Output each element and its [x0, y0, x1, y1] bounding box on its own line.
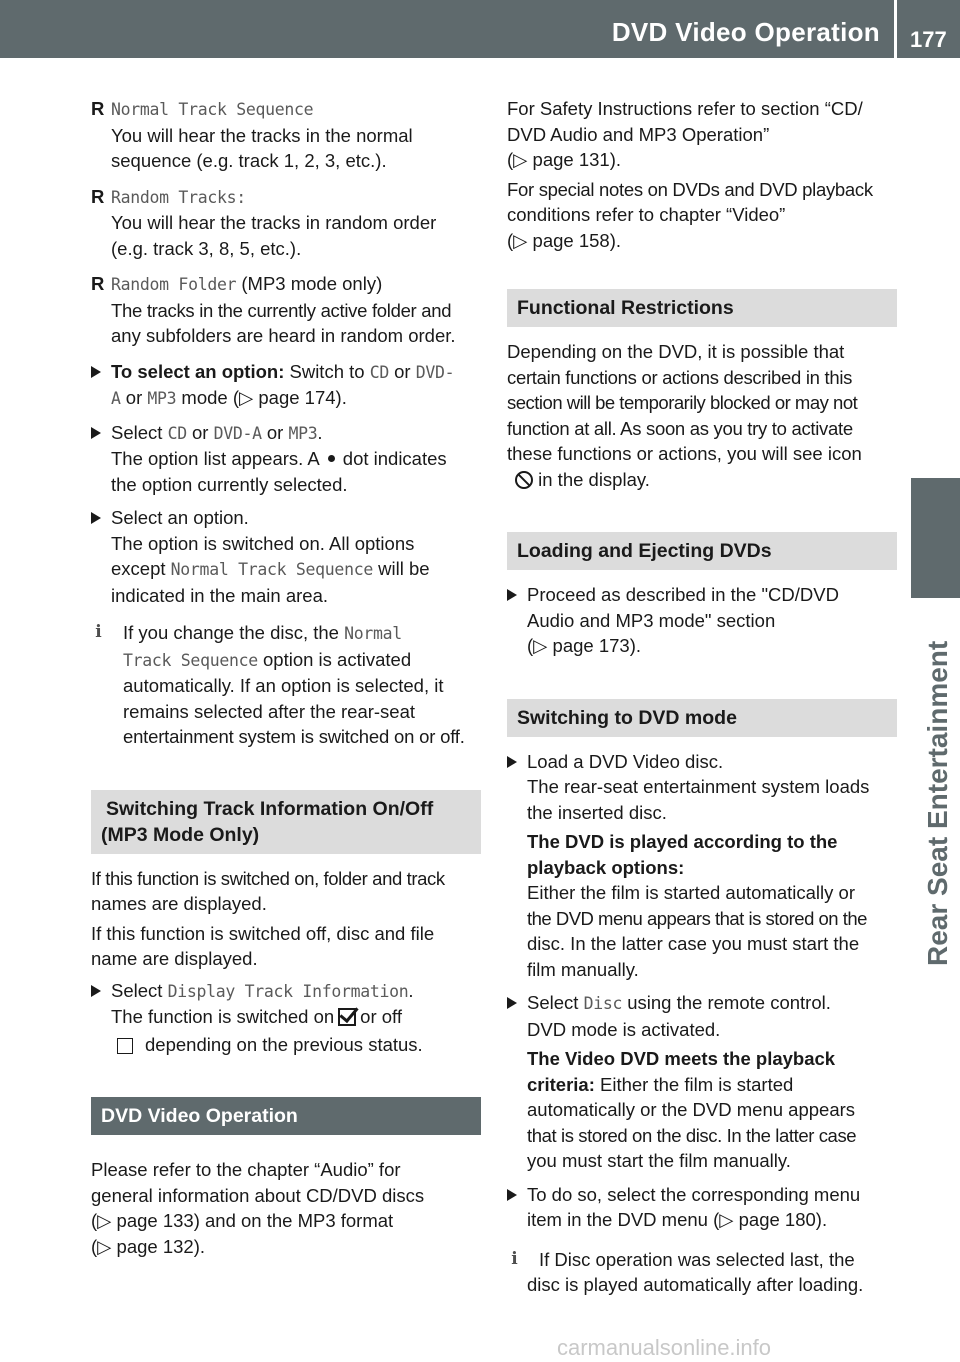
text-line: Either the film is started automatically or: [527, 882, 855, 903]
text-line: You will hear the tracks in random order: [111, 212, 437, 233]
side-tab-block: [911, 478, 960, 598]
option-name: Normal Track Sequence: [170, 560, 373, 579]
text-line: For special notes on DVDs and DVD playback: [507, 178, 873, 200]
text: in the display.: [533, 468, 650, 490]
mode-dvda: DVD-A: [213, 423, 262, 443]
text-line: The DVD is played according to the: [527, 831, 838, 852]
option-name: Random Folder: [111, 275, 237, 294]
step-select-menu-item: [507, 1182, 897, 1233]
paragraph: [507, 177, 897, 254]
text-line: If this function is switched on, folder and track: [91, 867, 445, 889]
text: or: [186, 421, 214, 443]
text-line: The tracks in the currently active folder and: [111, 299, 452, 321]
step-label: To select an option:: [111, 360, 285, 382]
text: or off: [360, 1006, 402, 1027]
text-line: name are displayed.: [91, 948, 258, 969]
text-line: conditions refer to chapter “Video”: [507, 204, 786, 225]
step-arrow-icon: [91, 427, 101, 439]
mode-dvda: DVD-: [415, 362, 455, 382]
option-bullet-random-tracks: [91, 184, 481, 262]
text: Select: [527, 992, 584, 1013]
text-line: You will hear the tracks in the normal: [111, 124, 413, 146]
text-line: indicated in the main area.: [111, 584, 328, 606]
text-line: the option currently selected.: [111, 473, 348, 495]
page-header: [0, 0, 960, 58]
heading-line: (MP3 Mode Only): [101, 823, 260, 846]
text-line: certain functions or actions described in this: [507, 366, 853, 388]
header-title: DVD Video Operation: [611, 17, 880, 47]
checkbox-checked-icon: [338, 1008, 356, 1026]
heading-line: Loading and Ejecting DVDs: [517, 540, 772, 562]
text-line: automatically. If an option is selected, it: [123, 675, 444, 696]
text: mode (▷ page 174).: [176, 387, 347, 408]
text-line: playback options:: [527, 856, 685, 878]
watermark: carmanualsonline.info: [557, 1335, 772, 1360]
section-heading-switching-dvd: [507, 699, 897, 737]
text: will be: [372, 558, 430, 579]
option-bullet-normal: [91, 96, 481, 174]
text-line: Audio and MP3 mode" section: [527, 609, 776, 631]
text: or: [388, 360, 416, 382]
text-line: (e.g. track 3, 8, 5, etc.).: [111, 237, 302, 259]
text: Select: [111, 979, 168, 1001]
section-heading-loading-ejecting: [507, 532, 897, 570]
header-divider: [894, 0, 897, 58]
text-line: automatically or the DVD menu appears: [527, 1099, 856, 1120]
mode-cd: CD: [167, 423, 187, 443]
text: Either the film is started: [594, 1073, 794, 1095]
section-heading-functional-restrictions: [507, 289, 897, 327]
text: or: [261, 421, 289, 443]
text-line: sequence (e.g. track 1, 2, 3, etc.).: [111, 150, 387, 171]
text-line: remains selected after the rear-seat: [123, 700, 416, 722]
right-column: [507, 96, 897, 1298]
mode-dvda: A: [111, 389, 121, 408]
text: .: [408, 979, 414, 1001]
text-line: If Disc operation was selected last, the: [539, 1248, 855, 1270]
text: criteria:: [527, 1073, 595, 1095]
mode-mp3: MP3: [147, 389, 177, 408]
text: Switch to: [284, 360, 370, 382]
text-line: section will be temporarily blocked or may not: [507, 392, 858, 413]
step-select-mode: [91, 420, 481, 498]
text-line: the DVD menu appears that is stored on the: [527, 907, 867, 929]
step-select-an-option: [91, 505, 481, 608]
text-line: DVD mode is activated.: [527, 1018, 721, 1040]
text-line: (▷ page 132).: [91, 1235, 205, 1257]
selection-dot-icon: [328, 455, 335, 462]
step-display-track-info: [91, 978, 481, 1058]
option-name: Track Sequence: [123, 650, 258, 670]
text: The option list appears. A: [111, 448, 320, 469]
text-line: Please refer to the chapter “Audio” for: [91, 1159, 401, 1180]
text-line: (▷ page 133) and on the MP3 format: [91, 1210, 394, 1231]
option-name: Normal Track Sequence: [111, 100, 314, 119]
text-line: you must start the film manually.: [527, 1150, 791, 1171]
step-arrow-icon: [91, 366, 101, 378]
step-arrow-icon: [507, 756, 517, 768]
text: except: [111, 558, 171, 579]
mode-cd: CD: [369, 362, 389, 382]
text-line: The Video DVD meets the playback: [527, 1048, 836, 1069]
paragraph: [507, 96, 897, 173]
text-line: To do so, select the corresponding menu: [527, 1183, 861, 1205]
text-line: entertainment system is switched on or off.: [123, 726, 465, 747]
bullet-mark: R: [91, 185, 105, 207]
section-heading-dvd-video: [91, 1097, 481, 1135]
info-icon: i: [505, 1250, 524, 1269]
option-name: Normal: [344, 624, 402, 643]
text-line: these functions or actions, you will see icon: [507, 443, 862, 464]
text-line: general information about CD/DVD discs: [91, 1184, 425, 1206]
step-arrow-icon: [507, 1189, 517, 1201]
info-note: [91, 620, 481, 750]
text-line: any subfolders are heard in random order.: [111, 325, 456, 346]
text-line: film manually.: [527, 958, 639, 980]
text-line: function at all. As soon as you try to activate: [507, 417, 853, 439]
text-line: The option is switched on. All options: [111, 532, 415, 554]
text: Select: [111, 421, 168, 443]
text-line: that is stored on the disc. In the latter case: [527, 1124, 857, 1146]
step-arrow-icon: [507, 997, 517, 1009]
side-tab-text: [919, 546, 953, 966]
paragraph: [91, 1157, 481, 1259]
mode-note: (MP3 mode only): [236, 273, 383, 294]
section-heading-track-info: [91, 790, 481, 854]
text: .: [317, 421, 323, 443]
text-line: If this function is switched off, disc and file: [91, 922, 435, 944]
text: depending on the previous status.: [145, 1033, 423, 1055]
paragraph: [91, 921, 481, 972]
text: dot indicates: [342, 448, 447, 469]
side-tab: [911, 58, 960, 1362]
text-line: the inserted disc.: [527, 801, 667, 823]
text: If you change the disc, the: [123, 622, 345, 643]
checkbox-unchecked-icon: [117, 1038, 133, 1054]
step-arrow-icon: [91, 512, 101, 524]
text-line: (▷ page 173).: [527, 635, 641, 656]
text-line: DVD Audio and MP3 Operation”: [507, 123, 770, 145]
mode-mp3: MP3: [288, 423, 318, 443]
bullet-mark: R: [91, 273, 105, 294]
text: option is activated: [257, 648, 412, 670]
paragraph: [507, 339, 897, 492]
text-line: names are displayed.: [91, 893, 267, 914]
info-note: [507, 1247, 897, 1298]
text-line: The rear-seat entertainment system loads: [527, 776, 870, 797]
blocked-icon: [515, 471, 533, 489]
left-column: [91, 96, 481, 1263]
step-arrow-icon: [507, 589, 517, 601]
text-line: (▷ page 131).: [507, 149, 621, 170]
step-load-disc: [507, 749, 897, 983]
text-line: Select an option.: [111, 507, 249, 528]
paragraph: [91, 866, 481, 917]
heading-line: Functional Restrictions: [517, 297, 734, 319]
step-arrow-icon: [91, 985, 101, 997]
text-line: disc. In the latter case you must start the: [527, 933, 860, 954]
info-icon: i: [89, 623, 108, 642]
option-bullet-random-folder: [91, 271, 481, 349]
step-select-disc: [507, 990, 897, 1174]
text-line: (▷ page 158).: [507, 229, 621, 251]
heading-line: Switching to DVD mode: [517, 706, 737, 729]
text-line: disc is played automatically after loading.: [527, 1274, 864, 1295]
text: The function is switched on: [111, 1006, 335, 1027]
bullet-mark: R: [91, 98, 105, 119]
text-line: Proceed as described in the "CD/DVD: [527, 584, 839, 605]
page-number: 177: [910, 27, 947, 52]
step-proceed: [507, 582, 897, 659]
text: or: [120, 387, 148, 408]
text-line: item in the DVD menu (▷ page 180).: [527, 1209, 828, 1230]
option-name: Display Track Information: [167, 981, 409, 1001]
option-name: Disc: [583, 994, 623, 1013]
text: using the remote control.: [622, 992, 831, 1013]
step-select-option: [91, 359, 481, 412]
text-line: For Safety Instructions refer to section “CD/: [507, 98, 863, 119]
option-name: Random Tracks:: [111, 187, 246, 207]
heading-line: Switching Track Information On/Off: [106, 797, 434, 820]
heading-line: DVD Video Operation: [101, 1105, 298, 1127]
text-line: Depending on the DVD, it is possible that: [507, 341, 845, 362]
side-tab-label: Rear Seat Entertainment: [922, 640, 953, 966]
text-line: Load a DVD Video disc.: [527, 750, 724, 772]
